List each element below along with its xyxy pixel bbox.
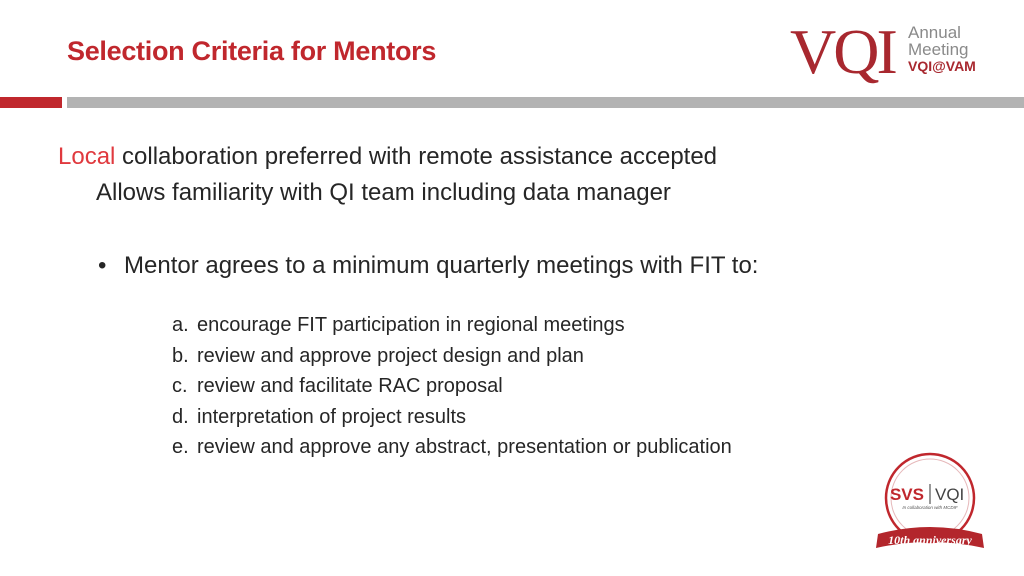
logo-line-annual: Annual [908,23,961,42]
bullet-text: Mentor agrees to a minimum quarterly meetings with FIT to: [124,252,759,279]
bullet-marker: • [98,252,107,279]
list-marker: a. [172,314,189,336]
lead-rest-text: collaboration preferred with remote assistance accepted [115,143,718,170]
logo-line-vqi-vam: VQI@VAM [908,58,976,74]
seal-svs-text: SVS [889,485,924,504]
slide-title: Selection Criteria for Mentors [67,36,437,66]
lead-accent-word: Local [58,143,116,170]
list-text: review and facilitate RAC proposal [197,375,503,397]
list-item [172,341,732,372]
lead-line [58,143,717,171]
header-accent-bar [0,97,62,108]
list-text: encourage FIT participation in regional meetings [197,314,625,336]
sub-list [172,310,732,463]
list-marker: c. [172,375,188,397]
list-text: review and approve project design and plan [197,344,584,367]
vqi-logo-side-text [908,24,976,75]
vqi-annual-meeting-logo [790,16,990,90]
svs-vqi-anniversary-seal [874,452,986,560]
list-item [172,310,732,341]
lead-subline: Allows familiarity with QI team including data manager [96,179,671,206]
header-divider-bar [67,97,1024,108]
list-item [172,371,732,402]
list-item [172,402,732,433]
list-text: interpretation of project results [197,405,467,428]
list-item [172,432,732,463]
list-marker: e. [172,436,189,458]
seal-vqi-text: VQI [935,485,965,504]
logo-line-meeting: Meeting [908,40,969,59]
list-text: review and approve any abstract, presentation or publication [197,436,732,458]
bullet-item [98,252,758,280]
seal-banner-text: 10th anniversary [888,533,972,547]
vqi-logo-letters: VQI [790,16,895,87]
seal-sub-text: In collaboration with MCDIF [902,505,958,510]
list-marker: b. [172,344,189,367]
list-marker: d. [172,405,189,428]
